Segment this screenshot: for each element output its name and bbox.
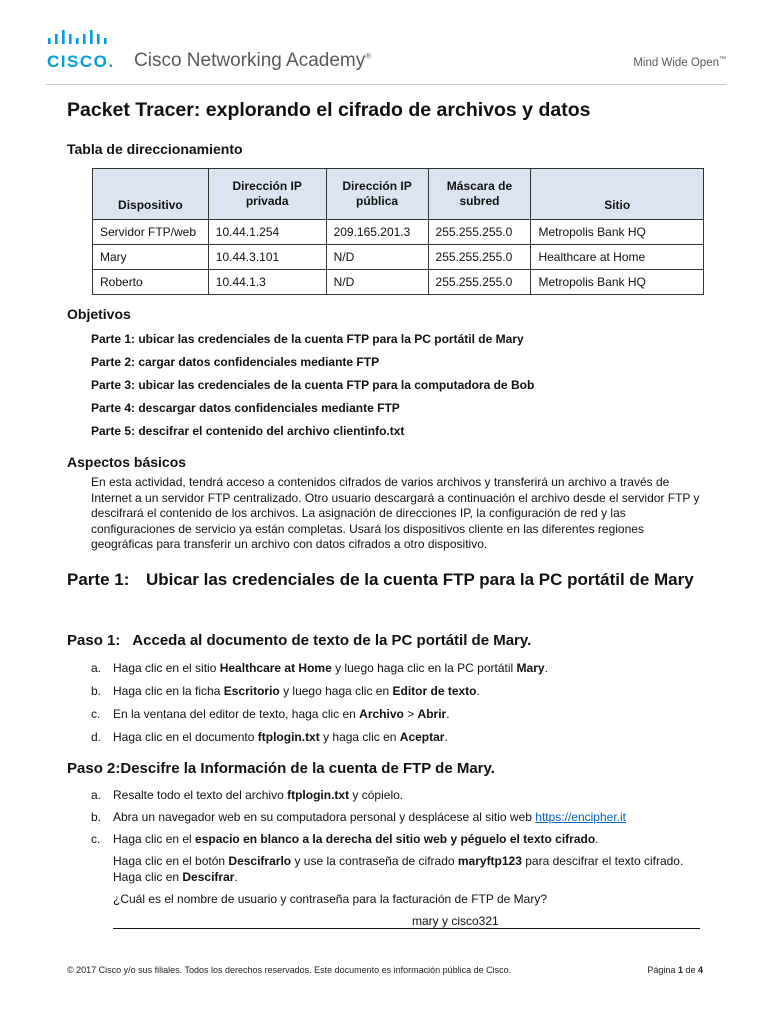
step-1-item-c: c. En la ventana del editor de texto, haga clic en Archivo > Abrir. xyxy=(91,707,450,721)
column-header: Dispositivo xyxy=(93,169,209,220)
table-row xyxy=(93,270,704,295)
page-header xyxy=(46,30,726,78)
objective-item: Parte 5: descifrar el contenido del archivo clientinfo.txt xyxy=(91,424,405,438)
footer-copyright: © 2017 Cisco y/o sus filiales. Todos los derechos reservados. Este documento es información pública de Cisco. xyxy=(67,965,512,975)
cisco-logo-wordmark: CISCO. xyxy=(47,52,115,71)
step-1-heading: Paso 1: Acceda al documento de texto de la PC portátil de Mary. xyxy=(67,632,532,649)
table-cell: Healthcare at Home xyxy=(531,245,704,270)
column-header: Sitio xyxy=(531,169,704,220)
question-text: ¿Cuál es el nombre de usuario y contraseña para la facturación de FTP de Mary? xyxy=(113,892,548,906)
objective-item: Parte 2: cargar datos confidenciales mediante FTP xyxy=(91,355,380,369)
addressing-table-heading: Tabla de direccionamiento xyxy=(67,141,243,157)
table-cell: Roberto xyxy=(93,270,209,295)
academy-name: Cisco Networking Academy® xyxy=(134,50,372,71)
step-1-item-d: d. Haga clic en el documento ftplogin.txt y haga clic en Aceptar. xyxy=(91,730,448,744)
column-header: Máscara de subred xyxy=(428,169,531,220)
table-cell: 10.44.3.101 xyxy=(208,245,326,270)
table-row xyxy=(93,245,704,270)
step-2-heading: Paso 2:Descifre la Información de la cuenta de FTP de Mary. xyxy=(67,760,495,777)
table-cell: 209.165.201.3 xyxy=(326,220,428,245)
table-cell: Metropolis Bank HQ xyxy=(531,270,704,295)
encipher-link[interactable]: https://encipher.it xyxy=(535,810,626,824)
step-1-item-b: b. Haga clic en la ficha Escritorio y luego haga clic en Editor de texto. xyxy=(91,684,480,698)
table-cell: 255.255.255.0 xyxy=(428,245,531,270)
step-2-item-b: b. Abra un navegador web en su computadora personal y desplácese al sitio web https://encipher.it xyxy=(91,810,626,824)
part-number: Parte 1: xyxy=(67,570,130,589)
addressing-table xyxy=(92,168,704,295)
document-title: Packet Tracer: explorando el cifrado de archivos y datos xyxy=(67,99,591,121)
page-number: Página 1 de 4 xyxy=(647,965,703,975)
header-divider xyxy=(46,84,726,85)
basics-heading: Aspectos básicos xyxy=(67,454,187,470)
table-row xyxy=(93,220,704,245)
objective-item: Parte 4: descargar datos confidenciales mediante FTP xyxy=(91,401,400,415)
objective-item: Parte 1: ubicar las credenciales de la cuenta FTP para la PC portátil de Mary xyxy=(91,332,524,346)
step-2-item-a: a. Resalte todo el texto del archivo ftplogin.txt y cópielo. xyxy=(91,788,404,802)
objective-item: Parte 3: ubicar las credenciales de la cuenta FTP para la computadora de Bob xyxy=(91,378,535,392)
tagline: Mind Wide Open™ xyxy=(633,56,726,69)
table-cell: 255.255.255.0 xyxy=(428,270,531,295)
column-header: Dirección IP pública xyxy=(326,169,428,220)
table-cell: Servidor FTP/web xyxy=(93,220,209,245)
answer-line xyxy=(113,928,700,929)
table-cell: Metropolis Bank HQ xyxy=(531,220,704,245)
table-cell: 255.255.255.0 xyxy=(428,220,531,245)
table-header-row xyxy=(93,169,704,220)
table-cell: N/D xyxy=(326,270,428,295)
table-cell: 10.44.1.3 xyxy=(208,270,326,295)
step-2-item-c-detail: Haga clic en el botón Descifrarlo y use la contraseña de cifrado maryftp123 para descifrar el texto cifrado. Haga clic en Descifrar. xyxy=(113,854,684,884)
step-2-item-c: c. Haga clic en el espacio en blanco a la derecha del sitio web y péguelo el texto cifrado. xyxy=(91,832,599,846)
part-title: Ubicar las credenciales de la cuenta FTP para la PC portátil de Mary xyxy=(146,570,694,589)
basics-paragraph: En esta actividad, tendrá acceso a contenidos cifrados de varios archivos y transferirá un archivo a través de Internet a un servidor FTP centralizado. Otro usuario descargará a continuación el archivo desde el servidor FTP y descifrará el contenido de los archivos. La asignación de direcciones IP, la configuración de red y las configuraciones de servicio ya están completas. Usará los dispositivos cliente en las diferentes regiones geográficas para transferir un archivo con datos cifrados a otro dispositivo. xyxy=(91,475,700,551)
table-cell: N/D xyxy=(326,245,428,270)
step-1-item-a: a. Haga clic en el sitio Healthcare at Home y luego haga clic en la PC portátil Mary. xyxy=(91,661,548,675)
table-cell: 10.44.1.254 xyxy=(208,220,326,245)
answer-text: mary y cisco321 xyxy=(412,914,499,928)
objectives-heading: Objetivos xyxy=(67,306,131,322)
table-cell: Mary xyxy=(93,245,209,270)
column-header: Dirección IP privada xyxy=(208,169,326,220)
cisco-logo-bars-icon xyxy=(46,30,114,48)
